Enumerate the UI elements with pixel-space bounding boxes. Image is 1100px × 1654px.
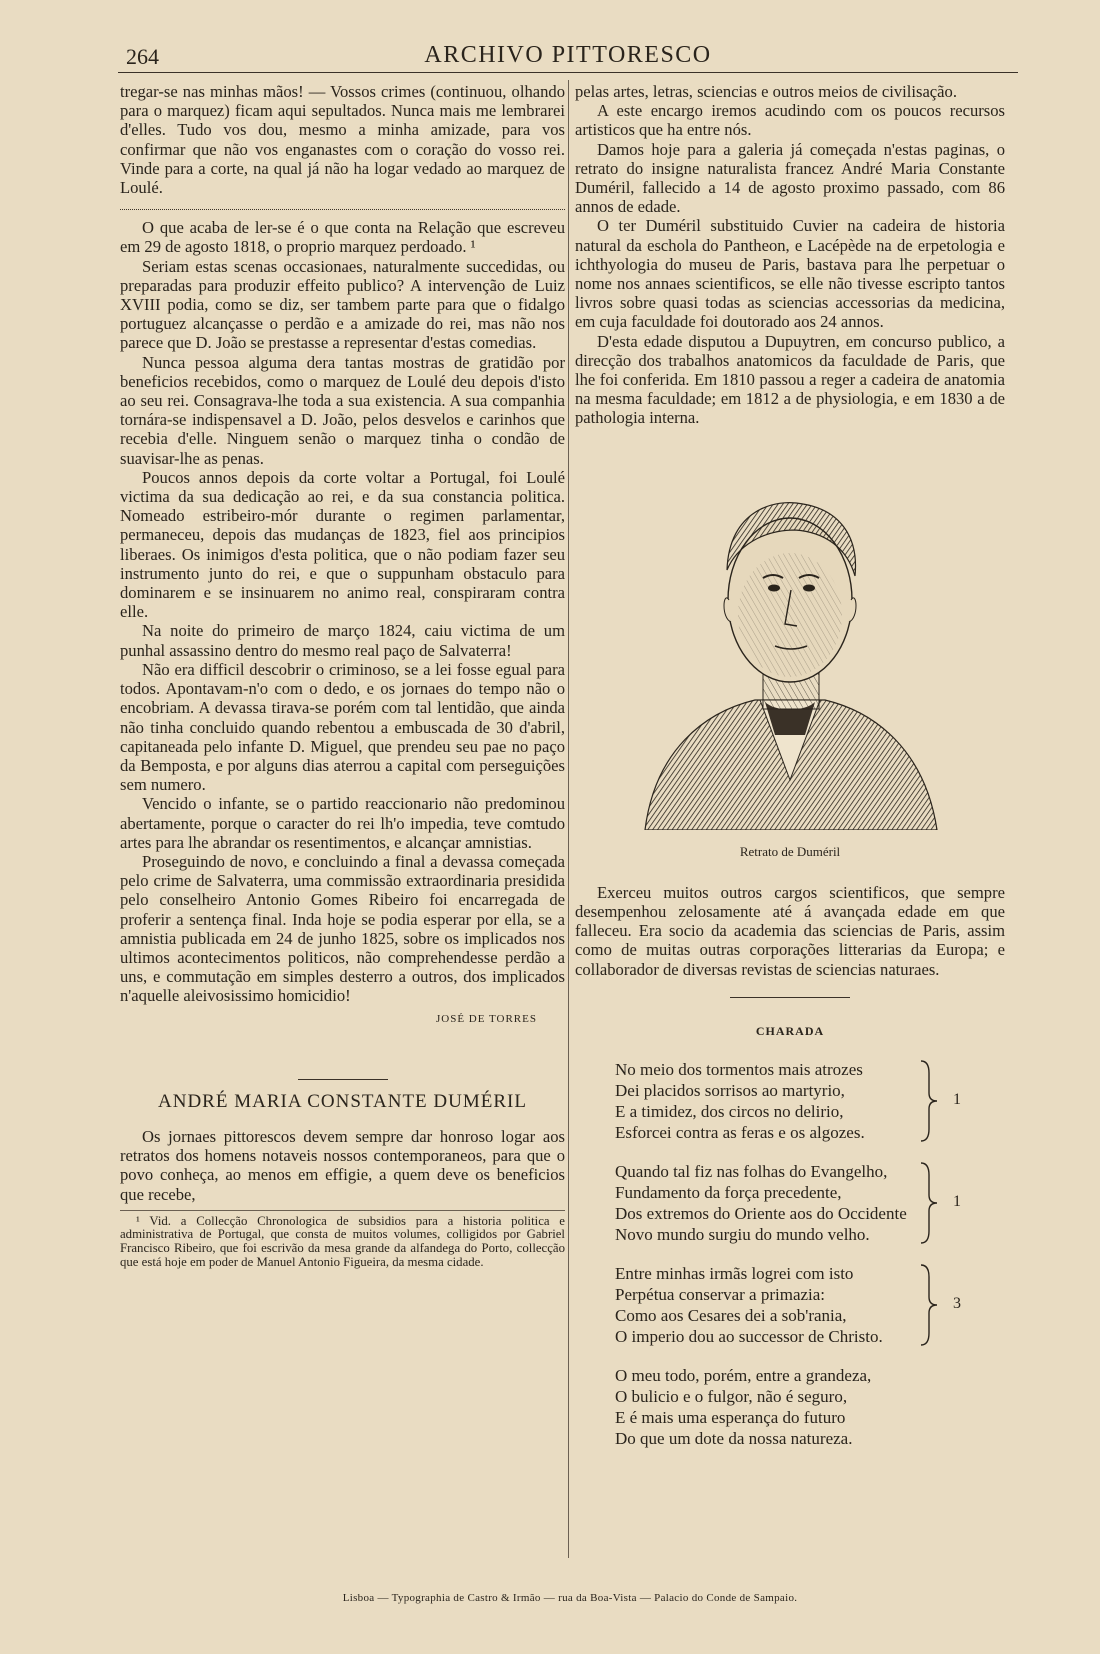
paragraph: Poucos annos depois da corte voltar a Portugal, foi Loulé victima da sua dedicação ao rei, e da sua constancia politica. Nomeado estribeiro-mór durante o regimen parlamentar, permaneceu, depois das mudanças de 1823, fiel aos principios liberaes. Os inimigos d'esta politica, que o não podiam fazer seu instrumento junto do rei, e que o suppunham obstaculo para dominarem e se insinuarem no animo real, conspiraram contra elle. — [120, 467, 565, 622]
poem-line: Novo mundo surgiu do mundo velho. — [615, 1225, 870, 1245]
running-title: ARCHIVO PITTORESCO — [424, 42, 712, 68]
paragraph: tregar-se nas minhas mãos! — Vossos crimes (continuou, olhando para o marquez) ficam aqui sepultados. Nunca mais me lembrarei d'elles. Tudo vos dou, mesmo a minha amizade, para vos confirmar que não vos enganastes com o coração do vosso rei. Vinde para a corte, na qual já não ha logar vedado ao marquez de Loulé. — [120, 82, 565, 198]
paragraph: Os jornaes pittorescos devem sempre dar honroso logar aos retratos dos homens notaveis nossos contemporaneos, para que o povo conheça, ao menos em effigie, a quem deve os beneficios que recebe, — [120, 1126, 565, 1204]
poem-stanza — [615, 1161, 961, 1245]
paragraph: Na noite do primeiro de março 1824, caiu victima de um punhal assassino dentro do mesmo real paço de Salvaterra! — [120, 621, 565, 660]
poem-stanza — [615, 1365, 935, 1449]
section-separator — [298, 1079, 388, 1080]
poem-line: O bulicio e o fulgor, não é seguro, — [615, 1387, 848, 1407]
paragraph: Proseguindo de novo, e concluindo a final a devassa começada pelo crime de Salvaterra, uma commissão extraordinaria presidida pelo conselheiro Antonio Gomes Ribeiro foi encarregada de proferir a sentença final. Inda hoje se podia esperar por ella, se a amnistia publicada em 24 de junho 1825, sobre os implicados nos ultimos acontecimentos politicos, não comprehendesse perdão a uns, e commutação em simples desterro a outros, dos implicados n'aquelle aleivosissimo homicidio! — [120, 851, 565, 1006]
poem-line: O meu todo, porém, entre a grandeza, — [615, 1366, 872, 1386]
poem-stanza — [615, 1263, 961, 1347]
page-header — [118, 40, 1018, 73]
paragraph: Não era difficil descobrir o criminoso, se a lei fosse egual para todos. Apontavam-n'o com o dedo, e os jornaes do tempo não o encobriam. A devassa tirava-se porém com tal lentidão, que ainda não tinha concluido quando rebentou a embuscada de 30 d'abril, capitaneada pelo infante D. Miguel, que prendeu seu pae no paço da Bemposta, e por alguns dias aterrou a capital com perseguições sem numero. — [120, 659, 565, 795]
left-column — [120, 82, 565, 1269]
syllable-count: 1 — [953, 1091, 961, 1109]
paragraph: Exerceu muitos outros cargos scientificos, que sempre desempenhou zelosamente até á avançada edade em que falleceu. Era socio da academia das sciencias de Paris, assim como de muitas outras corporações litterarias da Europa; e collaborador de diversas revistas de sciencias naturaes. — [575, 882, 1005, 979]
poem-stanza — [615, 1059, 961, 1143]
paragraph: pelas artes, letras, sciencias e outros meios de civilisação. — [575, 82, 957, 101]
paragraph: O ter Duméril substituido Cuvier na cadeira de historia natural da eschola do Pantheon, e Lacépède na de erpetologia e ichthyologia do museu de Paris, bastava para lhe perpetuar o nome nos annaes scientificos, se elle não tivesse escripto tantos livros sobre quasi todas as sciencias accessorias da medicina, em cuja faculdade foi doutorado aos 24 annos. — [575, 216, 1005, 332]
poem-line: Perpétua conservar a primazia: — [615, 1285, 826, 1305]
paragraph: O que acaba de ler-se é o que conta na Relação que escreveu em 29 de agosto 1818, o proprio marquez perdoado. ¹ — [120, 218, 565, 257]
paragraph: Vencido o infante, se o partido reaccionario não predominou abertamente, porque o caracter do rei lh'o impedia, teve comtudo artes para lhe abrandar os resentimentos, e alcançar amnistias. — [120, 794, 565, 852]
poem-line: Entre minhas irmãs logrei com isto — [615, 1264, 854, 1284]
brace-icon — [917, 1161, 947, 1245]
poem-line: No meio dos tormentos mais atrozes — [615, 1060, 863, 1080]
paragraph: Nunca pessoa alguma dera tantas mostras de gratidão por beneficios recebidos, como o marquez de Loulé deu depois d'isto ao seu rei. Consagrava-lhe toda a sua existencia. A sua companhia tornára-se indispensavel a D. João, pelos desvelos e carinhos que recebia d'elle. Ninguem senão o marquez tinha o condão de suavisar-lhe as penas. — [120, 352, 565, 468]
paragraph: A este encargo iremos acudindo com os poucos recursos artisticos que ha entre nós. — [575, 101, 1005, 140]
brace-icon — [917, 1059, 947, 1143]
portrait-engraving — [625, 450, 955, 830]
footnote: ¹ Vid. a Collecção Chronologica de subsidios para a historia politica e administrativa de Portugal, que consta de muitos volumes, colligidos por Gabriel Francisco Ribeiro, que foi escrivão da mesa grande da alfandega do Porto, collecção que está hoje em poder de Manuel Antonio Figueira, da mesma cidade. — [120, 1210, 565, 1269]
paragraph: D'esta edade disputou a Dupuytren, em concurso publico, a direcção dos trabalhos anatomicos da faculdade de Paris, que lhe foi conferida. Em 1810 passou a reger a cadeira de anatomia na mesma faculdade; em 1812 a de physiologia, e em 1830 a de pathologia interna. — [575, 331, 1005, 428]
poem-line: O imperio dou ao successor de Christo. — [615, 1327, 883, 1347]
poem-line: E é mais uma esperança do futuro — [615, 1408, 846, 1428]
author-signature: JOSÉ DE TORRES — [435, 1012, 537, 1025]
poem-line: Do que um dote da nossa natureza. — [615, 1429, 853, 1449]
poem-line: Fundamento da força precedente, — [615, 1183, 842, 1203]
brace-icon — [917, 1263, 947, 1347]
poem-line: E a timidez, dos circos no delirio, — [615, 1102, 844, 1122]
column-divider — [568, 80, 569, 1558]
syllable-count: 3 — [953, 1295, 961, 1313]
charada-title: CHARADA — [755, 1023, 825, 1038]
poem-line: Como aos Cesares dei a sob'rania, — [615, 1306, 847, 1326]
poem-line: Dos extremos do Oriente aos do Occidente — [615, 1204, 907, 1224]
section-separator — [730, 997, 850, 998]
poem-line: Dei placidos sorrisos ao martyrio, — [615, 1081, 845, 1101]
syllable-count: 1 — [953, 1193, 961, 1211]
right-column — [575, 82, 1005, 1467]
poem-line: Esforcei contra as feras e os algozes. — [615, 1123, 865, 1143]
section-title: ANDRÉ MARIA CONSTANTE DUMÉRIL — [158, 1090, 527, 1112]
paragraph: Damos hoje para a galeria já começada n'estas paginas, o retrato do insigne naturalista francez André Maria Constante Duméril, fallecido a 14 de agosto proximo passado, com 86 annos de edade. — [575, 139, 1005, 217]
page-footer: Lisboa — Typographia de Castro & Irmão — rua da Boa-Vista — Palacio do Conde de Sampaio. — [342, 1592, 798, 1604]
dotted-separator — [120, 209, 565, 210]
page-number: 264 — [126, 44, 159, 69]
poem-line: Quando tal fiz nas folhas do Evangelho, — [615, 1162, 888, 1182]
paragraph: Seriam estas scenas occasionaes, naturalmente succedidas, ou preparadas para produzir effeito publico? A intervenção de Luiz XVIII podia, como se diz, ser tambem parte para que o fidalgo portuguez alcançasse o perdão e a amizade do rei, mas não nos parece que D. João se prestasse a representar d'estas comedias. — [120, 256, 565, 353]
portrait-caption: Retrato de Duméril — [739, 843, 841, 859]
